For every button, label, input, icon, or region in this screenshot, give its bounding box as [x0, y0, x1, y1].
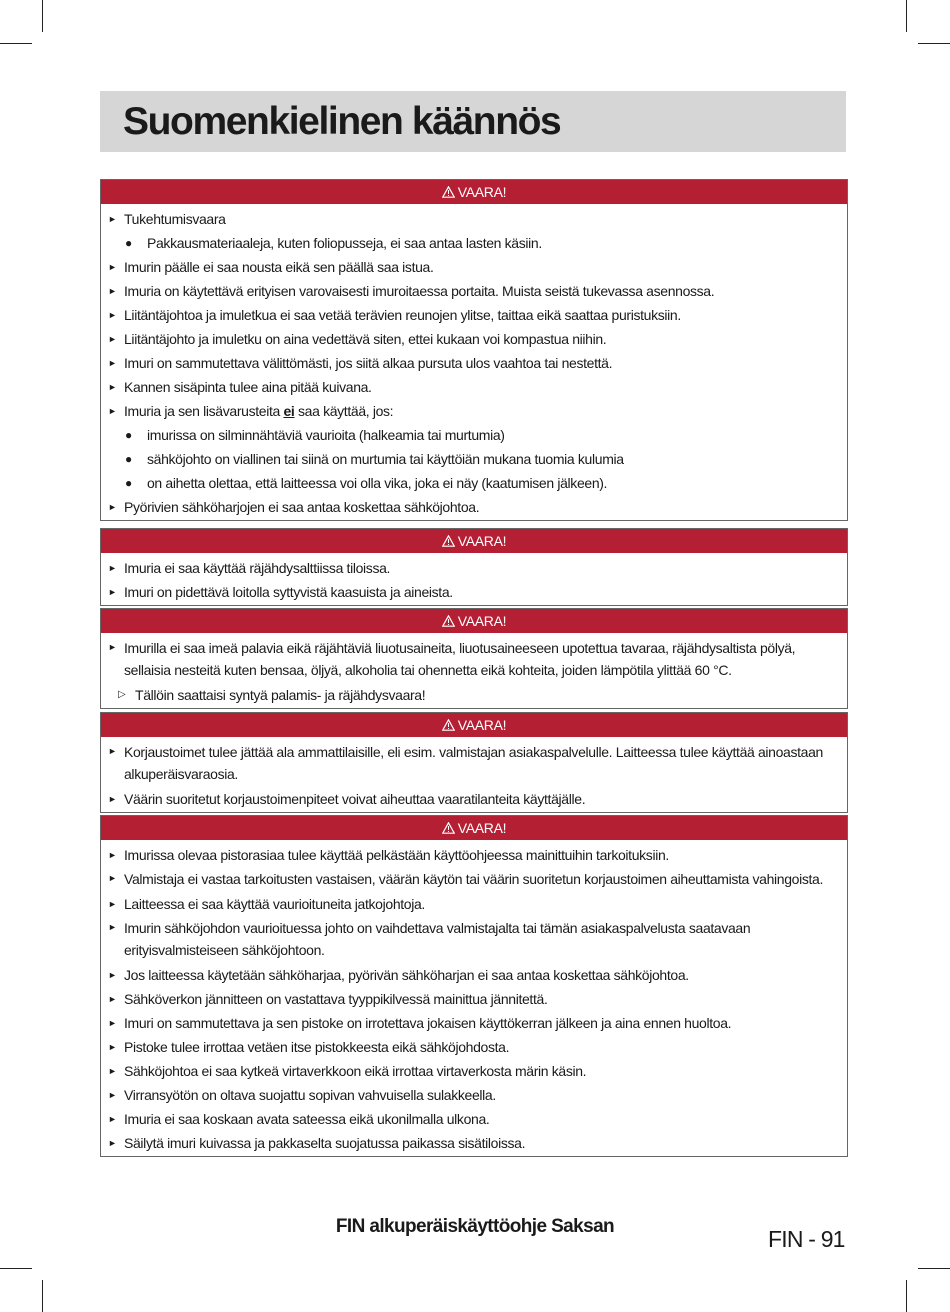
- dot-bullet-icon: ●: [125, 236, 132, 250]
- item-text: Imurilla ei saa imeä palavia eikä räjähtäviä liuotusaineita, liuotusaineeseen upotettua tavaraa, räjähdysaltista pölyä, sellaisia nesteitä kuten bensaa, öljyä, alkoholia tai ohennetta eikä kohteita, joiden lämpötila ylittää 60 °C.: [124, 640, 796, 678]
- item-text: Imurin päälle ei saa nousta eikä sen päällä saa istua.: [124, 259, 434, 275]
- item-text: Säilytä imuri kuivassa ja pakkaselta suojatussa paikassa sisätiloissa.: [124, 1135, 526, 1151]
- item-text: Väärin suoritetut korjaustoimenpiteet voivat aiheuttaa vaaratilanteita käyttäjälle.: [124, 791, 586, 807]
- item-text: Virransyötön on oltava suojattu sopivan vahvuisella sulakkeella.: [124, 1087, 496, 1103]
- triangle-bullet-icon: ►: [108, 286, 117, 296]
- triangle-bullet-icon: ►: [108, 850, 117, 860]
- item-text: Liitäntäjohtoa ja imuletkua ei saa vetää terävien reunojen ylitse, taittaa eikä saattaa puristuksiin.: [124, 307, 681, 323]
- list-item: [108, 351, 835, 375]
- item-text: Imuria ja sen lisävarusteita: [124, 403, 284, 419]
- warning-box: [100, 528, 848, 606]
- crop-mark: [42, 0, 43, 32]
- item-text: Pistoke tulee irrottaa vetäen itse pistokkeesta eikä sähköjohdosta.: [124, 1039, 510, 1055]
- list-item: [108, 375, 835, 399]
- list-item: [108, 843, 835, 867]
- triangle-bullet-icon: ►: [108, 1018, 117, 1028]
- result-item: [108, 683, 835, 707]
- list-item: [108, 892, 835, 916]
- triangle-bullet-icon: ►: [108, 1114, 117, 1124]
- dot-bullet-icon: ●: [125, 452, 132, 466]
- list-item: [108, 916, 835, 963]
- crop-mark: [918, 1268, 950, 1269]
- warning-body: [101, 737, 847, 812]
- item-text: Imurissa olevaa pistorasiaa tulee käyttää pelkästään käyttöohjeessa mainittuihin tarkoituksiin.: [124, 847, 669, 863]
- triangle-bullet-icon: ►: [108, 1090, 117, 1100]
- item-text: Tukehtumisvaara: [124, 211, 226, 227]
- item-text: on aihetta olettaa, että laitteessa voi olla vika, joka ei näy (kaatumisen jälkeen).: [147, 475, 608, 491]
- item-text: Tällöin saattaisi syntyä palamis- ja räjähdysvaara!: [135, 687, 426, 703]
- list-item: [108, 327, 835, 351]
- item-text: Imuria ei saa käyttää räjähdysalttiissa tiloissa.: [124, 560, 391, 576]
- triangle-bullet-icon: ►: [108, 382, 117, 392]
- crop-mark: [0, 1268, 32, 1269]
- item-text: Imuria ei saa koskaan avata sateessa eikä ukonilmalla ulkona.: [124, 1111, 490, 1127]
- item-text: Korjaustoimet tulee jättää ala ammattilaisille, eli esim. valmistajan asiakaspalvelulle. Laitteessa tulee käyttää ainoastaan alkuperäisvaraosia.: [124, 744, 823, 782]
- triangle-bullet-icon: ►: [108, 262, 117, 272]
- list-item: [108, 987, 835, 1011]
- warning-label: VAARA!: [457, 717, 507, 733]
- warning-body: [101, 553, 847, 605]
- triangle-bullet-icon: ►: [108, 502, 117, 512]
- triangle-bullet-icon: ►: [108, 794, 117, 804]
- sub-list-item: [108, 447, 835, 471]
- triangle-bullet-icon: ►: [108, 1138, 117, 1148]
- warning-label: VAARA!: [457, 613, 507, 629]
- triangle-bullet-icon: ►: [108, 1042, 117, 1052]
- item-text: saa käyttää, jos:: [294, 403, 394, 419]
- list-item: [108, 787, 835, 811]
- list-item: [108, 1083, 835, 1107]
- dot-bullet-icon: ●: [125, 476, 132, 490]
- item-emphasis: ei: [283, 403, 295, 419]
- warning-header: [101, 180, 847, 204]
- list-item: [108, 495, 835, 519]
- list-item: [108, 740, 835, 787]
- warning-triangle-icon: [442, 535, 455, 547]
- list-item: [108, 867, 835, 892]
- item-text: Imuri on pidettävä loitolla syttyvistä kaasuista ja aineista.: [124, 584, 453, 600]
- triangle-bullet-icon: ►: [108, 406, 117, 416]
- sub-list-item: [108, 471, 835, 495]
- triangle-bullet-icon: ►: [108, 970, 117, 980]
- item-text: imurissa on silminnähtäviä vaurioita (halkeamia tai murtumia): [147, 427, 505, 443]
- list-item: [108, 1131, 835, 1155]
- item-text: Valmistaja ei vastaa tarkoitusten vastaisen, väärän käytön tai väärin suoritetun korjaustoimen aiheuttamista vahingoista.: [124, 871, 824, 887]
- list-item: [108, 399, 835, 423]
- triangle-bullet-icon: ►: [108, 563, 117, 573]
- warning-label: VAARA!: [457, 533, 507, 549]
- sub-list-item: [108, 423, 835, 447]
- warning-header: [101, 529, 847, 553]
- list-item: [108, 1035, 835, 1059]
- list-item: [108, 1011, 835, 1035]
- list-item: [108, 963, 835, 987]
- list-item: [108, 279, 835, 303]
- triangle-bullet-icon: ►: [108, 899, 117, 909]
- warning-label: VAARA!: [457, 820, 507, 836]
- page-title: Suomenkielinen käännös: [123, 99, 561, 143]
- triangle-bullet-icon: ►: [108, 1066, 117, 1076]
- list-item: [108, 303, 835, 327]
- list-item: [108, 255, 835, 279]
- crop-mark: [906, 0, 907, 32]
- warning-triangle-icon: [442, 719, 455, 731]
- title-bar: [100, 91, 846, 152]
- item-text: Imuri on sammutettava ja sen pistoke on irrotettava jokaisen käyttökerran jälkeen ja aina ennen huoltoa.: [124, 1015, 732, 1031]
- crop-mark: [0, 43, 32, 44]
- crop-mark: [918, 43, 950, 44]
- triangle-bullet-icon: ►: [108, 746, 117, 756]
- item-text: Liitäntäjohto ja imuletku on aina vedettävä siten, ettei kukaan voi kompastua niihin.: [124, 331, 607, 347]
- warning-box: [100, 712, 848, 813]
- footer-title: FIN alkuperäiskäyttöohje Saksan: [335, 1216, 615, 1237]
- triangle-bullet-icon: ►: [108, 358, 117, 368]
- warning-box: [100, 179, 848, 521]
- triangle-bullet-icon: ►: [108, 642, 117, 652]
- warning-box: [100, 815, 848, 1157]
- warning-box: [100, 608, 848, 709]
- list-item: [108, 1059, 835, 1083]
- item-text: Laitteessa ei saa käyttää vaurioituneita jatkojohtoja.: [124, 896, 425, 912]
- warning-triangle-icon: [442, 822, 455, 834]
- warning-label: VAARA!: [457, 184, 507, 200]
- warning-body: [101, 840, 847, 1156]
- list-item: [108, 556, 835, 580]
- triangle-bullet-icon: ►: [108, 310, 117, 320]
- crop-mark: [906, 1280, 907, 1312]
- dot-bullet-icon: ●: [125, 428, 132, 442]
- item-text: Pakkausmateriaaleja, kuten foliopusseja, ei saa antaa lasten käsiin.: [147, 235, 542, 251]
- item-text: Kannen sisäpinta tulee aina pitää kuivana.: [124, 379, 372, 395]
- item-text: Imuri on sammutettava välittömästi, jos siitä alkaa pursuta ulos vaahtoa tai nestettä.: [124, 355, 613, 371]
- result-arrow-icon: ▷: [118, 689, 126, 700]
- item-text: sähköjohto on viallinen tai siinä on murtumia tai käyttöiän mukana tuomia kulumia: [147, 451, 624, 467]
- triangle-bullet-icon: ►: [108, 587, 117, 597]
- triangle-bullet-icon: ►: [108, 994, 117, 1004]
- item-text: Imurin sähköjohdon vaurioituessa johto on vaihdettava valmistajalta tai tämän asiakaspalvelusta saatavaan erityisvalmisteiseen sähköjohtoon.: [124, 920, 751, 958]
- triangle-bullet-icon: ►: [108, 214, 117, 224]
- list-item: [108, 1107, 835, 1131]
- list-item: [108, 636, 835, 683]
- triangle-bullet-icon: ►: [108, 873, 117, 883]
- sub-list-item: [108, 231, 835, 255]
- triangle-bullet-icon: ►: [108, 334, 117, 344]
- crop-mark: [42, 1280, 43, 1312]
- item-text: Sähköjohtoa ei saa kytkeä virtaverkkoon eikä irrottaa virtaverkosta märin käsin.: [124, 1063, 587, 1079]
- warning-triangle-icon: [442, 186, 455, 198]
- warning-header: [101, 609, 847, 633]
- list-item: [108, 207, 835, 231]
- warning-body: [101, 204, 847, 520]
- warning-header: [101, 713, 847, 737]
- triangle-bullet-icon: ►: [108, 922, 117, 932]
- item-text: Jos laitteessa käytetään sähköharjaa, pyörivän sähköharjan ei saa antaa koskettaa sähköjohtoa.: [124, 967, 689, 983]
- item-text: Sähköverkon jännitteen on vastattava tyyppikilvessä mainittua jännitettä.: [124, 991, 548, 1007]
- page-number: FIN - 91: [768, 1226, 845, 1252]
- list-item: [108, 580, 835, 604]
- warning-header: [101, 816, 847, 840]
- item-text: Imuria on käytettävä erityisen varovaisesti imuroitaessa portaita. Muista seistä tukevassa asennossa.: [124, 283, 715, 299]
- warning-triangle-icon: [442, 615, 455, 627]
- item-text: Pyörivien sähköharjojen ei saa antaa koskettaa sähköjohtoa.: [124, 499, 480, 515]
- warning-body: [101, 633, 847, 708]
